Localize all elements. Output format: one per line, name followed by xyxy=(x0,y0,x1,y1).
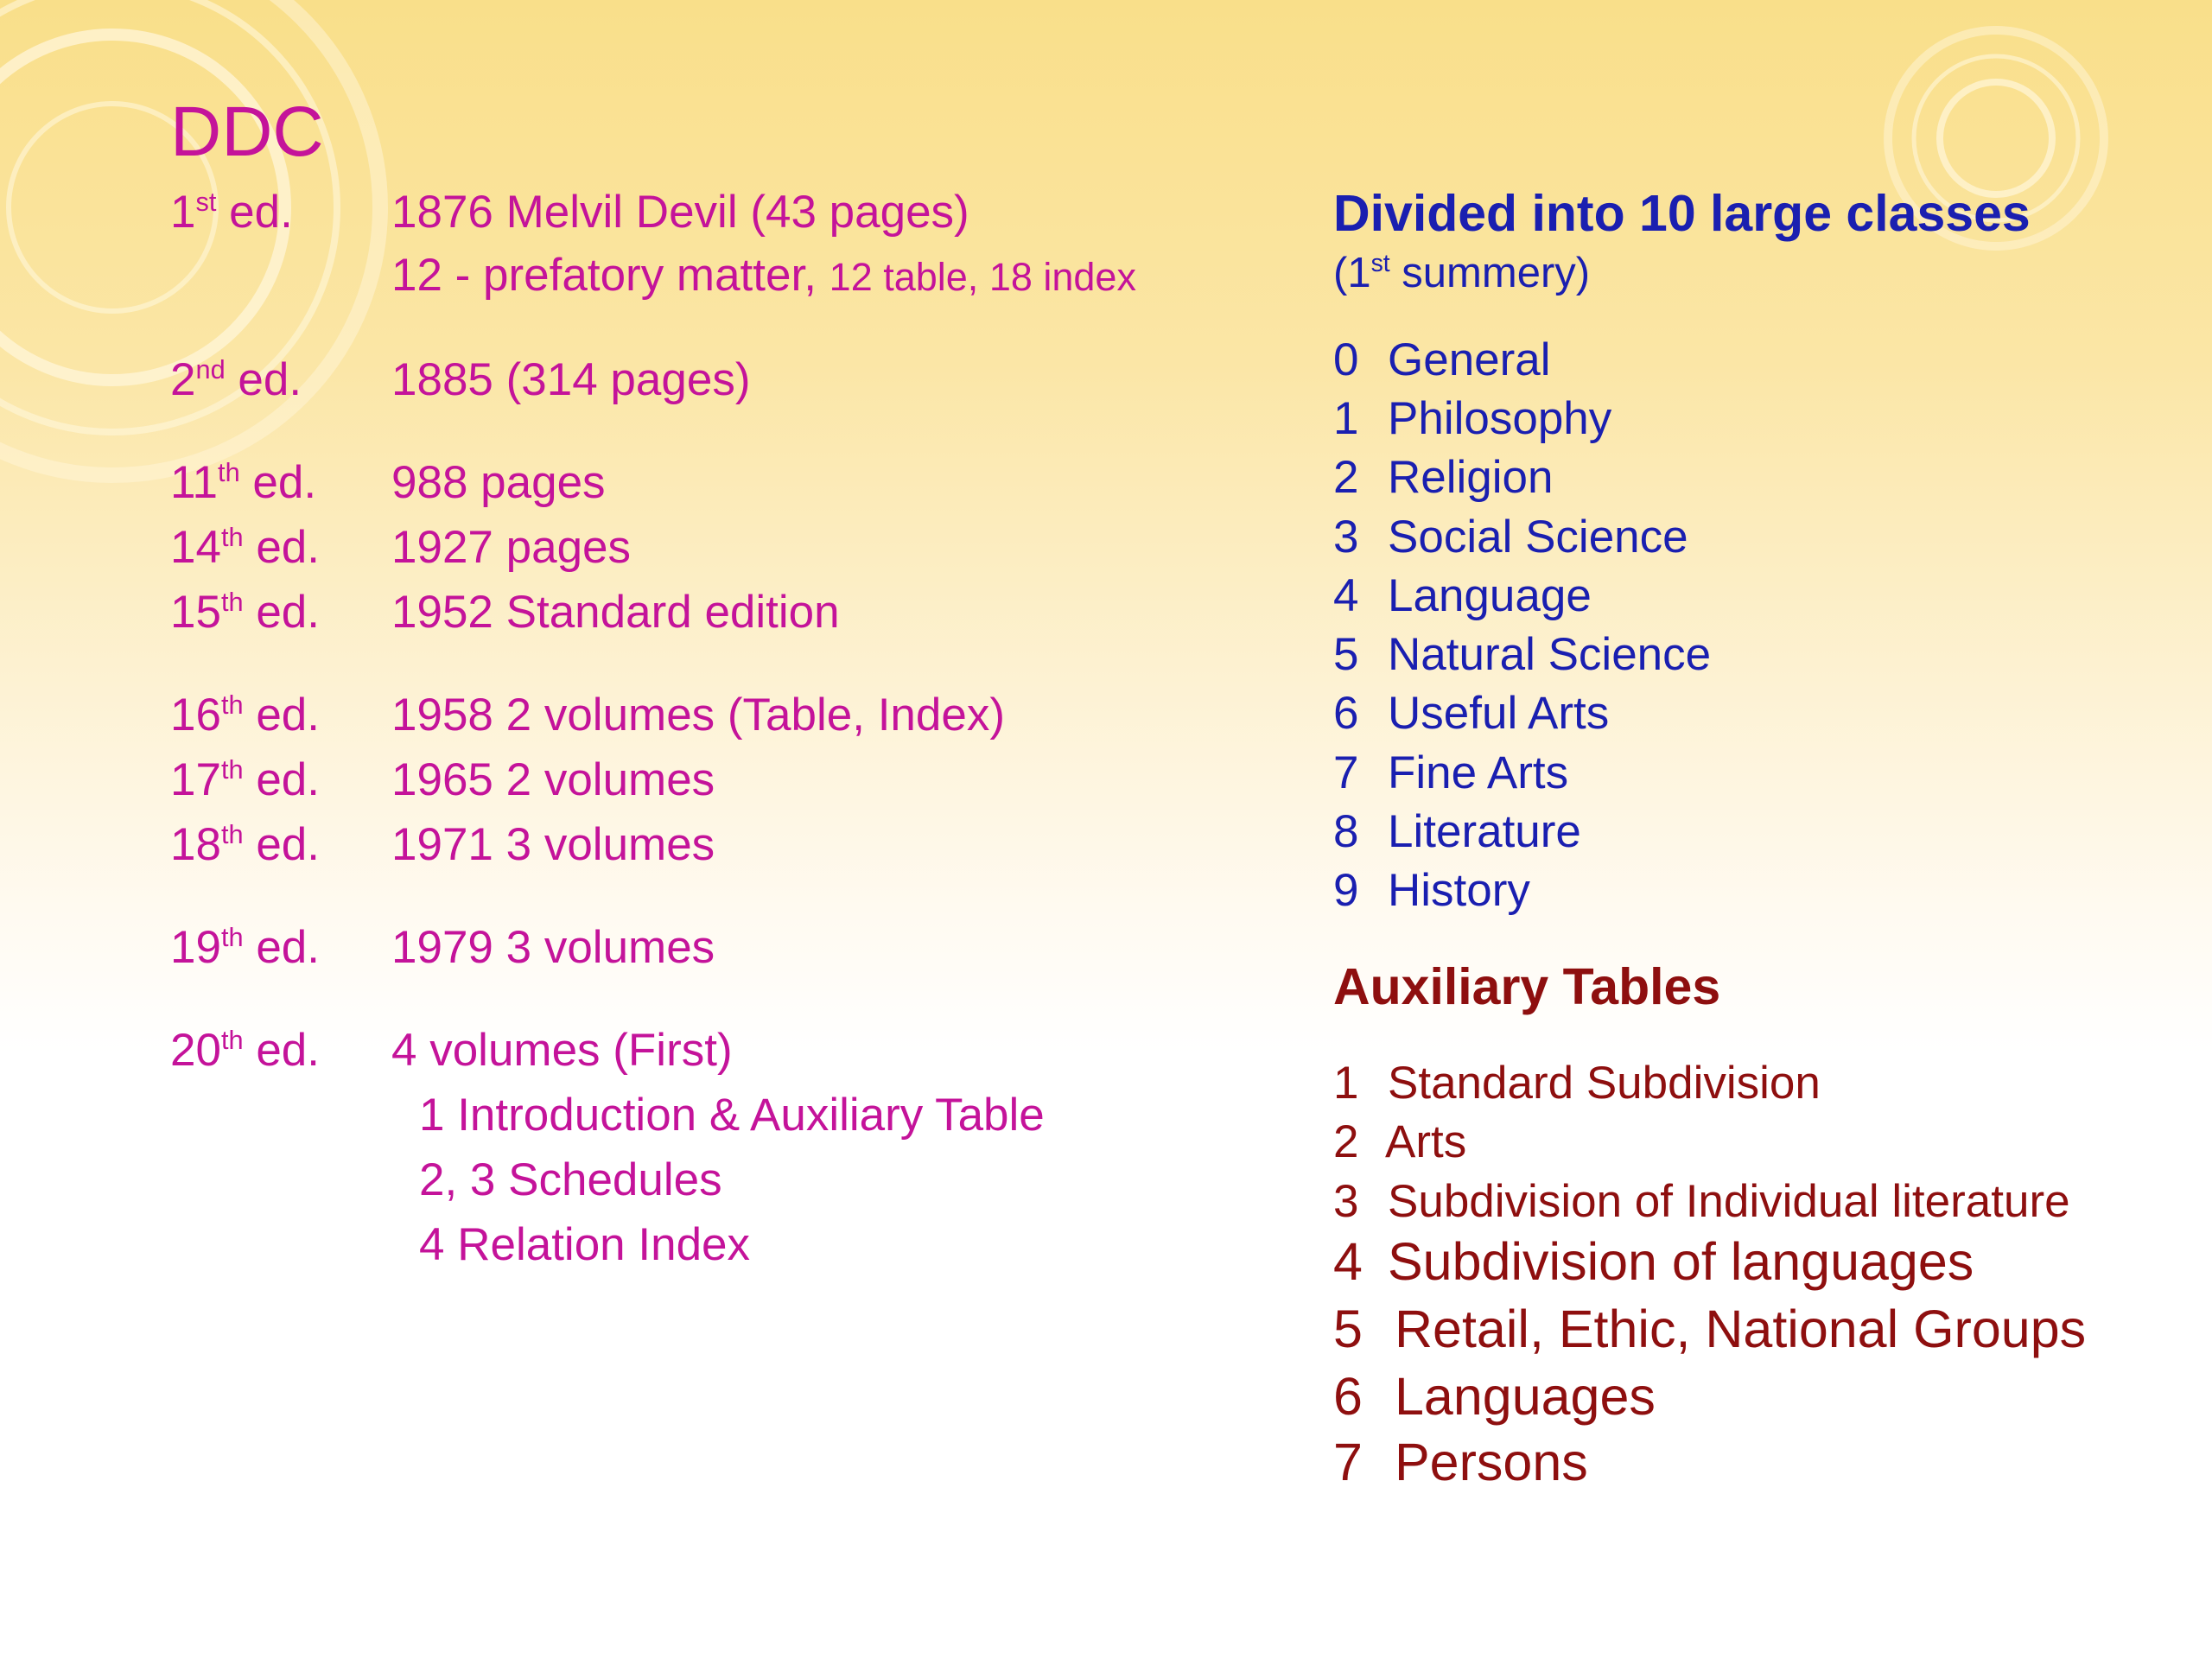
auxiliary-tables-heading: Auxiliary Tables xyxy=(1333,958,1721,1015)
edition-20-sub-3: 4 Relation Index xyxy=(419,1219,751,1270)
summary-note: (1st summery) xyxy=(1333,250,1591,296)
edition-detail-18: 1971 3 volumes xyxy=(391,819,715,870)
edition-detail-1: 1876 Melvil Devil (43 pages) xyxy=(391,187,969,238)
edition-detail-11: 988 pages xyxy=(391,457,606,508)
edition-detail-14: 1927 pages xyxy=(391,522,632,573)
edition-label-2: 2nd ed. xyxy=(170,353,302,405)
class-item xyxy=(1333,334,1551,385)
auxiliary-table-number: 2 xyxy=(1333,1116,1359,1167)
class-item xyxy=(1333,629,1712,680)
auxiliary-table-number: 1 xyxy=(1333,1058,1359,1109)
class-name: Language xyxy=(1388,570,1592,621)
edition-20-sub-2: 2, 3 Schedules xyxy=(419,1154,722,1205)
edition-detail-2: 1885 (314 pages) xyxy=(391,354,751,405)
class-name: General xyxy=(1388,334,1551,385)
class-item xyxy=(1333,452,1554,503)
class-number: 6 xyxy=(1333,688,1359,739)
auxiliary-table-item xyxy=(1333,1176,2070,1227)
edition-detail-17: 1965 2 volumes xyxy=(391,754,715,805)
edition-label-15: 15th ed. xyxy=(170,586,320,638)
auxiliary-table-item xyxy=(1333,1367,1656,1426)
auxiliary-table-item xyxy=(1333,1116,1467,1167)
auxiliary-table-number: 3 xyxy=(1333,1176,1359,1227)
class-item xyxy=(1333,806,1581,857)
class-number: 5 xyxy=(1333,629,1359,680)
auxiliary-table-name: Subdivision of languages xyxy=(1388,1232,1974,1291)
class-name: Philosophy xyxy=(1388,393,1612,444)
edition-detail-19: 1979 3 volumes xyxy=(391,922,715,973)
class-name: Natural Science xyxy=(1388,629,1712,680)
auxiliary-table-name: Retail, Ethic, National Groups xyxy=(1395,1300,2087,1358)
class-name: Religion xyxy=(1388,452,1554,503)
class-number: 8 xyxy=(1333,806,1359,857)
edition-label-18: 18th ed. xyxy=(170,818,320,870)
auxiliary-table-number: 5 xyxy=(1333,1300,1363,1358)
class-number: 9 xyxy=(1333,865,1359,916)
edition-detail-20: 4 volumes (First) xyxy=(391,1025,733,1076)
decorative-rings-right xyxy=(1884,17,2177,311)
class-name: Useful Arts xyxy=(1388,688,1610,739)
edition-label-16: 16th ed. xyxy=(170,689,320,741)
edition-label-14: 14th ed. xyxy=(170,521,320,573)
decorative-rings-left xyxy=(0,0,484,484)
class-name: Social Science xyxy=(1388,512,1688,563)
class-name: Literature xyxy=(1388,806,1581,857)
class-item xyxy=(1333,512,1688,563)
class-name: Fine Arts xyxy=(1388,747,1569,798)
edition-detail-16: 1958 2 volumes (Table, Index) xyxy=(391,690,1006,741)
class-item xyxy=(1333,688,1610,739)
class-number: 4 xyxy=(1333,570,1359,621)
auxiliary-table-item xyxy=(1333,1232,1974,1291)
auxiliary-table-number: 6 xyxy=(1333,1367,1363,1426)
class-number: 7 xyxy=(1333,747,1359,798)
edition-label-11: 11th ed. xyxy=(170,456,317,508)
slide-title: DDC xyxy=(170,92,324,171)
edition-detail-1-extra: 12 - prefatory matter, 12 table, 18 index xyxy=(391,250,1136,301)
class-item xyxy=(1333,747,1569,798)
auxiliary-table-name: Persons xyxy=(1395,1433,1588,1491)
edition-20-sub-1: 1 Introduction & Auxiliary Table xyxy=(419,1090,1045,1141)
class-number: 0 xyxy=(1333,334,1359,385)
class-name: History xyxy=(1388,865,1530,916)
class-item xyxy=(1333,393,1612,444)
auxiliary-table-name: Subdivision of Individual literature xyxy=(1388,1176,2070,1227)
edition-label-17: 17th ed. xyxy=(170,753,320,805)
auxiliary-table-name: Languages xyxy=(1395,1367,1656,1426)
classes-heading: Divided into 10 large classes xyxy=(1333,185,2031,242)
edition-label-1: 1st ed. xyxy=(170,186,293,238)
auxiliary-table-item xyxy=(1333,1058,1821,1109)
auxiliary-table-name: Arts xyxy=(1385,1116,1467,1167)
auxiliary-table-number: 4 xyxy=(1333,1232,1363,1291)
auxiliary-table-name: Standard Subdivision xyxy=(1388,1058,1821,1109)
class-number: 3 xyxy=(1333,512,1359,563)
auxiliary-table-number: 7 xyxy=(1333,1433,1363,1491)
class-item xyxy=(1333,865,1530,916)
edition-label-19: 19th ed. xyxy=(170,921,320,973)
class-number: 1 xyxy=(1333,393,1359,444)
class-number: 2 xyxy=(1333,452,1359,503)
auxiliary-table-item xyxy=(1333,1300,2087,1358)
edition-label-20: 20th ed. xyxy=(170,1024,320,1076)
edition-detail-15: 1952 Standard edition xyxy=(391,587,840,638)
auxiliary-table-item xyxy=(1333,1433,1588,1491)
class-item xyxy=(1333,570,1592,621)
